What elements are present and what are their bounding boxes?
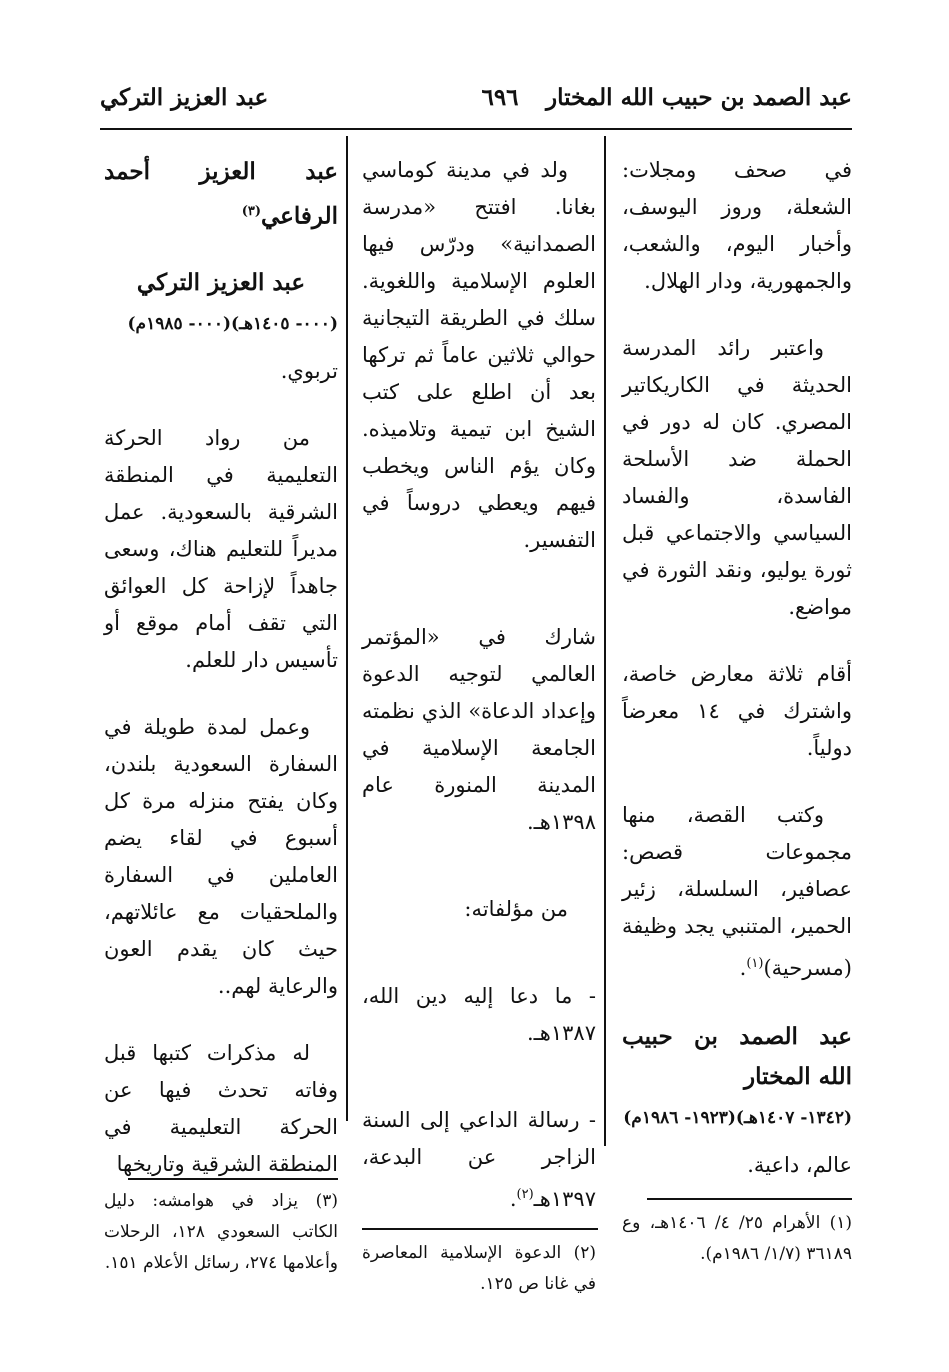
footnote-rule-right	[647, 1198, 852, 1200]
work-text: - رسالة الداعي إلى السنة الزاجر عن البدعة، ١٣٩٧هـ	[362, 1108, 596, 1211]
entry-dates: (١٣٤٢- ١٤٠٧هـ)(١٩٢٣- ١٩٨٦م)	[623, 1108, 852, 1128]
paragraph: من رواد الحركة التعليمية في المنطقة الشرقية بالسعودية. عمل مديراً للتعليم هناك، وسعى جاهداً لإزاحة كل العوائق التي تقف أمام موقع أو تأسيس دار للعلم.	[104, 425, 338, 672]
footnote-ref: (٣)	[241, 204, 261, 219]
paragraph	[622, 797, 852, 987]
works-heading: من مؤلفاته:	[464, 897, 568, 921]
entry-title: عبد العزيز التركي	[136, 268, 306, 296]
paragraph: ولد في مدينة كوماسي بغانا. افتتح «مدرسة الصمدانية» ودرّس فيها العلوم الإسلامية واللغوية. سلك في الطريقة التيجانية حوالي ثلاثين عاماً ثم تركها بعد أن اطلع على كتب الشيخ ابن تيمية وتلاميذه. وكان يؤم الناس ويخطب فيهم ويعطي دروساً في التفسير.	[362, 158, 596, 552]
entry-role: عالم، داعية.	[747, 1153, 852, 1177]
paragraph-text: وكتب القصة، منها مجموعات قصص: عصافير، السلسلة، زئير الحمير، المتنبي يجد وظيفة (مسرحية)	[622, 803, 852, 980]
footnote-right: (١) الأهرام ٢٥/ ٤/ ١٤٠٦هـ، وع ٣٦١٨٩ (١/٧/ ١٩٨٦م).	[622, 1213, 853, 1264]
footnote-rule-middle	[362, 1228, 598, 1230]
column-right	[622, 152, 852, 1214]
entry-title-text: عبد العزيز أحمد الرفاعي	[104, 158, 338, 230]
column-left	[104, 152, 338, 1213]
footnote-rule-left	[128, 1178, 338, 1180]
work-item: - ما دعا إليه دين الله، ١٣٨٧هـ.	[362, 984, 596, 1045]
footnote-ref: (١)	[746, 956, 764, 971]
paragraph: وعمل لمدة طويلة في السفارة السعودية بلندن، وكان يفتح منزله مرة كل أسبوع في لقاء يضم العاملين في السفارة والملحقيات مع عائلاتهم، حيث كان يقدم العون والرعاية لهم..	[104, 714, 338, 998]
paragraph: له مذكرات كتبها قبل وفاته تحدث فيها عن الحركة التعليمية في المنطقة الشرقية وتاريخها	[104, 1040, 338, 1176]
header-rule	[100, 128, 852, 130]
paragraph: في صحف ومجلات: الشعلة، وروز اليوسف، وأخبار اليوم، والشعب، والجمهورية، ودار الهلال.	[622, 158, 852, 293]
footnote-ref: (٢)	[516, 1187, 534, 1202]
running-head-left: عبد العزيز التركي	[100, 84, 269, 111]
column-rule-right	[604, 136, 606, 1146]
paragraph-end: .	[739, 956, 747, 980]
paragraph: أقام ثلاثة معارض خاصة، واشترك في ١٤ معرضاً دولياً.	[622, 662, 853, 760]
page-number: ٦٩٦	[481, 84, 519, 111]
column-middle	[362, 152, 596, 1248]
footnote-left: (٣) يزاد في هوامشه: دليل الكاتب السعودي ١٢٨، الرحلات وأعلامها ٢٧٤، رسائل الأعلام ١٥١.	[104, 1191, 338, 1273]
entry-title: عبد الصمد بن حبيب الله المختار	[622, 1023, 852, 1090]
work-item	[362, 1102, 596, 1218]
work-end: .	[509, 1187, 517, 1211]
entry-title	[104, 152, 338, 237]
entry-dates: (٠٠٠- ١٤٠٥هـ)(٠٠٠- ١٩٨٥م)	[127, 313, 338, 334]
running-head-right: عبد الصمد بن حبيب الله المختار	[545, 84, 852, 111]
footnote-middle: (٢) الدعوة الإسلامية المعاصرة في غانا ص ١٢٥.	[362, 1243, 596, 1294]
paragraph: شارك في «المؤتمر العالمي لتوجيه الدعوة وإعداد الدعاة» الذي نظمته الجامعة الإسلامية في المدينة المنورة عام ١٣٩٨هـ.	[362, 625, 596, 834]
running-header	[100, 78, 852, 122]
paragraph: واعتبر رائد المدرسة الحديثة في الكاريكاتير المصري. كان له دور في الحملة ضد الأسلحة الفاسدة، والفساد السياسي والاجتماعي قبل ثورة يوليو، ونقد الثورة في مواضع.	[622, 336, 852, 619]
column-rule-left	[346, 136, 348, 1121]
entry-role: تربوي.	[280, 358, 338, 383]
